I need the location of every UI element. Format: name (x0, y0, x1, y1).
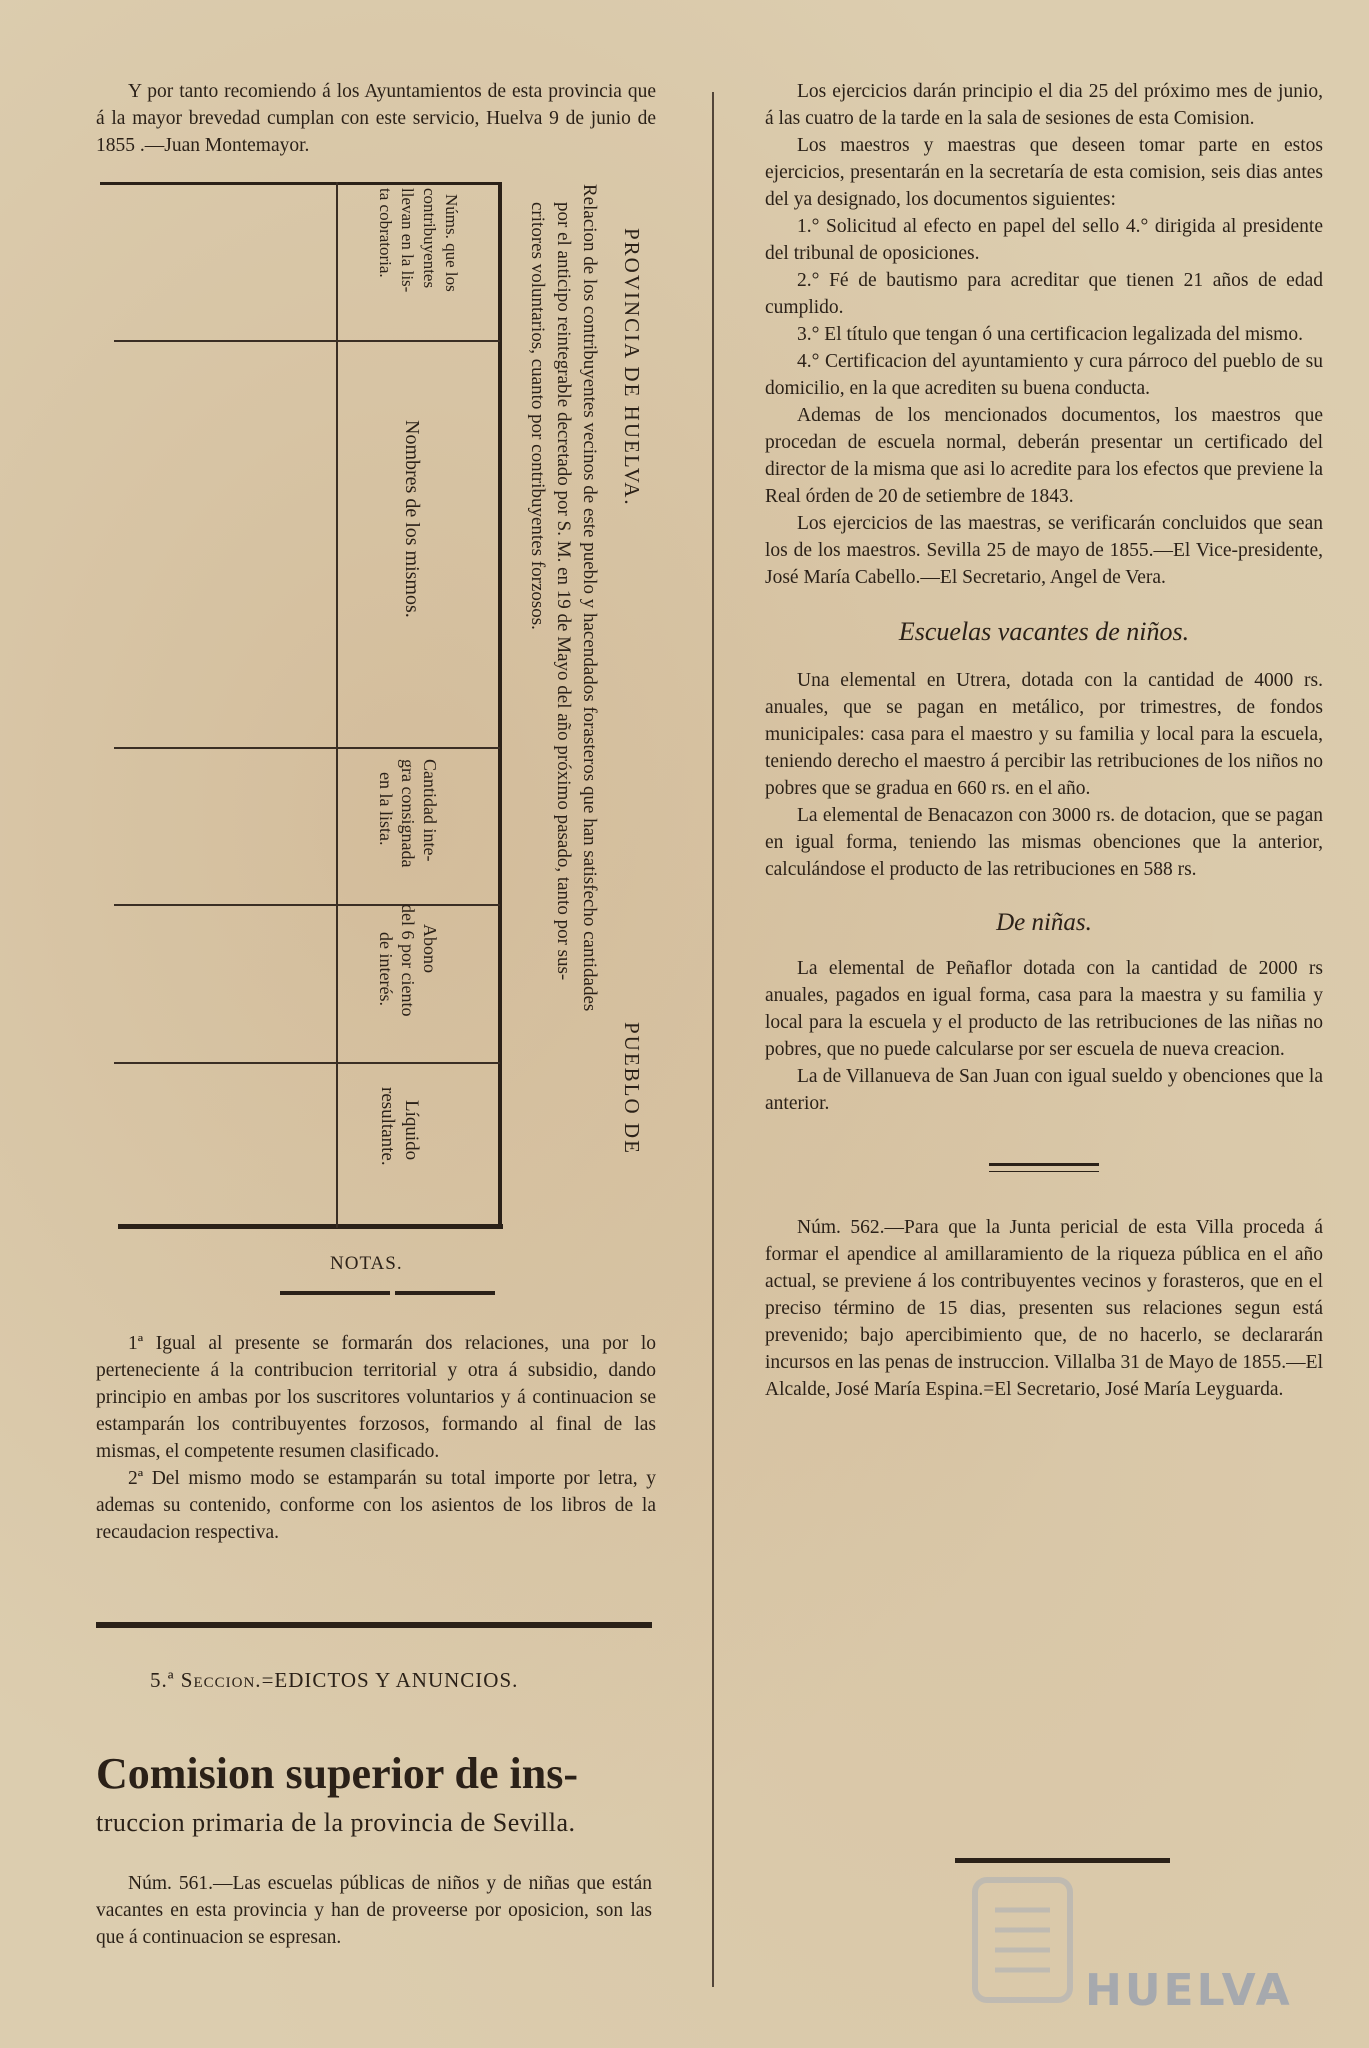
column-divider (712, 92, 714, 1987)
heading-de-ninas: De niñas. (996, 909, 1092, 936)
section-label: Seccion. (180, 1668, 262, 1692)
right-p6: 4.° Certificacion del ayuntamiento y cura párroco del pueblo de su domicilio, en la que acrediten su buena conducta. (765, 351, 1323, 399)
col4-header-line-2: del 6 por ciento (398, 904, 418, 1017)
num-562-paragraph: Núm. 562.—Para que la Junta pericial de esta Villa proceda á formar el apendice al amillaramiento de la riqueza pública en el año actual, se previene á los contribuyentes vecinos y forasteros, que en el preciso término de 15 dias, presenten sus relaciones segun está prevenido; bajo apercibimiento que, de no hacerlo, se declararán incursos en las penas de instruccion. Villalba 31 de Mayo de 1855.—El Alcalde, José María Espina.=El Secretario, José María Leyguarda. (765, 1217, 1323, 1400)
right-column (765, 78, 1323, 1403)
table-top-rule (100, 182, 500, 185)
col3-header-line-1: Cantidad inte- (420, 759, 440, 862)
section-number: 5.ª (150, 1668, 181, 1692)
right-p5: 3.° El título que tengan ó una certificacion legalizada del mismo. (797, 324, 1303, 345)
num-561-paragraph: Núm. 561.—Las escuelas públicas de niños y de niñas que están vacantes en esta provincia y han de proveerse por oposicion, son las que á continuacion se espresan. (96, 1873, 652, 1948)
comision-title: Comision superior de ins- (96, 1749, 579, 1798)
table-divider (114, 1062, 500, 1064)
right-p11: La elemental de Peñaflor dotada con la cantidad de 2000 rs anuales, pagados en igual forma, casa para la maestra y su familia y local para la escuela y el producto de las retribuciones de las niñas no pobres, que no puede calcularse por ser escuela de nueva creacion. (765, 958, 1323, 1060)
right-p10: La elemental de Benacazon con 3000 rs. de dotacion, que se pagan en igual forma, teniendo las mismas obenciones que la anterior, calculándose el producto de las retribuciones en 588 rs. (765, 805, 1323, 880)
pueblo-title: PUEBLO DE (620, 1022, 644, 1155)
table-right-rule (498, 182, 502, 1228)
table-divider (114, 904, 500, 906)
right-p3: 1.° Solicitud al efecto en papel del sello 4.° dirigida al presidente del tribunal de oposiciones. (765, 216, 1323, 264)
spacer (765, 1117, 1323, 1163)
heading-escuelas-ninos: Escuelas vacantes de niños. (898, 617, 1190, 646)
col1-header-line-3: llevan en la lis- (398, 188, 417, 293)
col4-header-line-3: de interés. (376, 932, 396, 1006)
notas-title: NOTAS. (330, 1253, 403, 1274)
section-rule (96, 1622, 652, 1628)
rotated-table (100, 182, 655, 1232)
relacion-line-1: Relacion de los contribuyentes vecinos de este pueblo y hacendados forasteros que han satisfecho cantidades (579, 184, 600, 1012)
right-p2: Los maestros y maestras que deseen tomar parte en estos ejercicios, presentarán en la secretaría de esta comision, seis dias antes del ya designado, los documentos siguientes: (765, 135, 1323, 210)
col3-header-line-3: en la lista. (376, 772, 396, 846)
col1-header-line-1: Núms. que los (442, 194, 461, 292)
notes-block (96, 1330, 656, 1546)
right-p8: Los ejercicios de las maestras, se verificarán concluidos que sean los de los maestros. Sevilla 25 de mayo de 1855.—El Vice-presidente, José María Cabello.—El Secretario, Angel de Vera. (765, 513, 1323, 588)
right-p1: Los ejercicios darán principio el dia 25 del próximo mes de junio, á las cuatro de la tarde en la sala de sesiones de esta Comision. (765, 81, 1323, 129)
right-p12: La de Villanueva de San Juan con igual sueldo y obenciones que la anterior. (765, 1066, 1323, 1114)
col5-header-line-1: Líquido (401, 1100, 422, 1161)
col1-header-line-2: contribuyentes (420, 188, 439, 289)
col1-header-line-4: ta cobratoria. (376, 188, 395, 278)
col4-header-line-1: Abono (420, 924, 440, 973)
table-divider (114, 340, 500, 342)
table-header-divider (336, 182, 338, 1228)
ornament-rule (989, 1163, 1099, 1166)
relacion-line-2: por el anticipo reintegrable decretado por S. M. en 19 de Mayo del año próximo pasado, tanto por sus- (553, 202, 574, 981)
nota-2: 2ª Del mismo modo se estamparán su total importe por letra, y ademas su contenido, conforme con los asientos de los libros de la recaudacion respectiva. (96, 1468, 656, 1543)
section-heading (150, 1668, 518, 1693)
watermark-text: HUELVA (1085, 1965, 1293, 2016)
section-title: =EDICTOS Y ANUNCIOS. (261, 1668, 519, 1692)
ornament-rule (989, 1171, 1099, 1172)
col3-header-line-2: gra consignada (398, 759, 418, 868)
nota-1: 1ª Igual al presente se formarán dos relaciones, una por lo perteneciente á la contribucion territorial y otra á subsidio, dando principio en ambas por los suscritores voluntarios y á continuacion se estamparán los contribuyentes forzosos, formando al final de las mismas, el competente resumen clasificado. (96, 1333, 656, 1462)
right-p4: 2.° Fé de bautismo para acreditar que tienen 21 años de edad cumplido. (765, 270, 1323, 318)
right-p9: Una elemental en Utrera, dotada con la cantidad de 4000 rs. anuales, que se pagan en metálico, por trimestres, de fondos municipales: casa para el maestro y su familia y local para la escuela, teniendo derecho el maestro á percibir las retribuciones de los niños no pobres que se gradua en 660 rs. en el año. (765, 670, 1323, 799)
ornament-rule (395, 1291, 495, 1295)
col2-header: Nombres de los mismos. (401, 420, 423, 618)
ornament-rule (280, 1291, 390, 1295)
relacion-line-3: critores voluntarios, cuanto por contribuyentes forzosos. (527, 202, 548, 630)
col5-header-line-2: resultante. (377, 1087, 398, 1166)
province-title: PROVINCIA DE HUELVA. (620, 228, 644, 507)
table-divider (114, 747, 500, 749)
intro-paragraph: Y por tanto recomiendo á los Ayuntamientos de esta provincia que á la mayor brevedad cumplan con este servicio, Huelva 9 de junio de 1855 .—Juan Montemayor. (96, 81, 656, 156)
right-p7: Ademas de los mencionados documentos, los maestros que procedan de escuela normal, deberán presentar un certificado del director de la misma que asi lo acredite para los efectos que previene la Real órden de 20 de setiembre de 1843. (765, 405, 1323, 507)
comision-subtitle: truccion primaria de la provincia de Sevilla. (96, 1808, 576, 1837)
table-bottom-rule (118, 1224, 503, 1229)
